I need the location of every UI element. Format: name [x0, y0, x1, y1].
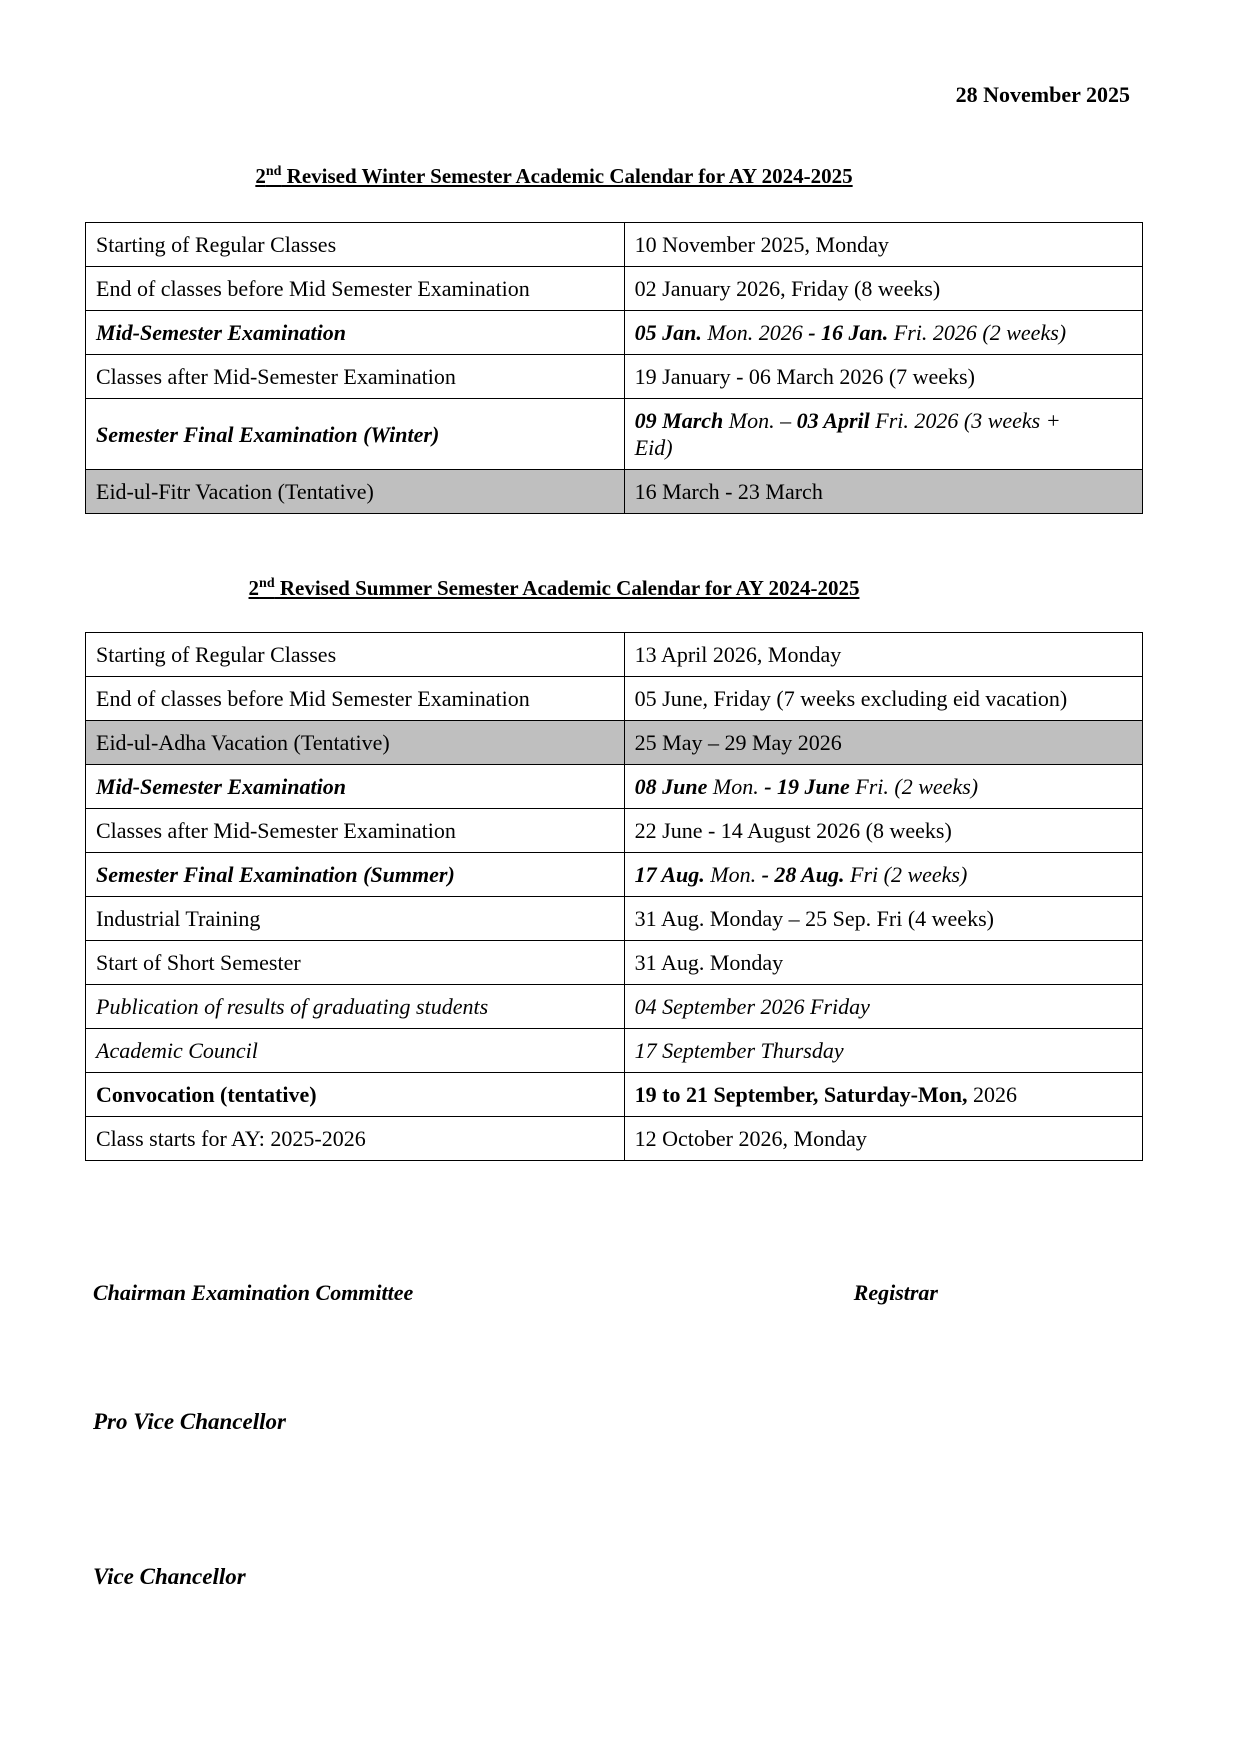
row-value-cell — [624, 267, 1142, 311]
row-value-cell — [624, 399, 1142, 470]
text-segment: 10 November 2025, Monday — [634, 232, 889, 257]
text-segment: 31 Aug. Monday — [634, 950, 784, 975]
text-segment: 09 March — [634, 408, 724, 433]
table-row — [86, 633, 1143, 677]
text-segment: Eid-ul-Fitr Vacation (Tentative) — [96, 479, 374, 504]
summer-title-base: 2 — [248, 576, 260, 600]
table-row — [86, 1029, 1143, 1073]
text-segment: Starting of Regular Classes — [96, 642, 337, 667]
text-segment: Publication of results of graduating students — [96, 994, 489, 1019]
text-segment: 16 March - 23 March — [634, 479, 823, 504]
row-label-cell — [86, 1117, 625, 1161]
table-row — [86, 985, 1143, 1029]
text-segment: Convocation (tentative) — [96, 1082, 317, 1107]
text-segment: Semester Final Examination (Winter) — [96, 421, 440, 447]
table-row — [86, 223, 1143, 267]
text-segment: End of classes before Mid Semester Examination — [96, 686, 530, 711]
row-label-cell — [86, 223, 625, 267]
text-segment: 17 September Thursday — [634, 1038, 844, 1063]
text-segment: Mid-Semester Examination — [96, 774, 346, 799]
text-segment: Start of Short Semester — [96, 950, 301, 975]
winter-calendar-table-body — [86, 223, 1143, 514]
winter-title-rest: Revised Winter Semester Academic Calendar for AY 2024-2025 — [281, 164, 853, 188]
row-label-cell — [86, 470, 625, 514]
row-value-cell — [624, 1073, 1142, 1117]
text-segment: Mon. — [707, 774, 765, 799]
text-segment: Fri. 2026 (2 weeks) — [888, 320, 1067, 345]
row-value-cell — [624, 985, 1142, 1029]
winter-calendar-table — [85, 222, 1143, 514]
row-label-cell — [86, 897, 625, 941]
text-segment: 22 June - 14 August 2026 (8 weeks) — [634, 818, 952, 843]
text-segment: Starting of Regular Classes — [96, 232, 337, 257]
row-value-cell — [624, 721, 1142, 765]
row-value-cell — [624, 809, 1142, 853]
document-date: 28 November 2025 — [955, 82, 1130, 107]
table-row — [86, 853, 1143, 897]
row-value-cell — [624, 1117, 1142, 1161]
text-segment: End of classes before Mid Semester Examination — [96, 276, 530, 301]
text-segment: 31 Aug. Monday – 25 Sep. Fri (4 weeks) — [634, 906, 994, 931]
row-label-cell — [86, 809, 625, 853]
row-label-cell — [86, 267, 625, 311]
text-segment: 19 January - 06 March 2026 (7 weeks) — [634, 364, 975, 389]
text-segment: 03 April — [796, 408, 870, 433]
row-label-cell — [86, 853, 625, 897]
text-segment: 05 Jan. — [634, 320, 702, 345]
text-segment: 02 January 2026, Friday (8 weeks) — [634, 276, 941, 301]
row-value-cell — [624, 633, 1142, 677]
text-segment: 05 June, Friday (7 weeks excluding eid vacation) — [634, 686, 1068, 711]
text-segment: Fri. (2 weeks) — [849, 774, 979, 799]
row-label-cell — [86, 399, 625, 470]
winter-title-ordinal-suffix: nd — [265, 164, 282, 179]
vice-chancellor-signature-label: Vice Chancellor — [93, 1564, 246, 1589]
row-label-cell — [86, 985, 625, 1029]
table-row — [86, 677, 1143, 721]
row-label-cell — [86, 1073, 625, 1117]
text-segment: Mid-Semester Examination — [96, 320, 346, 345]
table-row — [86, 267, 1143, 311]
table-row — [86, 809, 1143, 853]
summer-title-ordinal-suffix: nd — [259, 576, 275, 591]
text-segment: Mon. – — [723, 408, 797, 433]
row-value-cell — [624, 223, 1142, 267]
text-segment: Classes after Mid-Semester Examination — [96, 364, 456, 389]
row-value-cell — [624, 311, 1142, 355]
row-value-cell — [624, 677, 1142, 721]
row-label-cell — [86, 721, 625, 765]
text-segment: 17 Aug. — [634, 862, 705, 887]
row-value-cell — [624, 765, 1142, 809]
table-row — [86, 1117, 1143, 1161]
row-label-cell — [86, 1029, 625, 1073]
text-segment: Eid) — [634, 435, 673, 460]
row-label-cell — [86, 311, 625, 355]
text-segment: 12 October 2026, Monday — [634, 1126, 867, 1151]
row-label-cell — [86, 677, 625, 721]
row-label-cell — [86, 941, 625, 985]
text-segment: Fri (2 weeks) — [844, 862, 968, 887]
table-row — [86, 897, 1143, 941]
winter-calendar-title — [85, 158, 1023, 190]
text-segment: 08 June — [634, 774, 708, 799]
text-segment: 13 April 2026, Monday — [634, 642, 842, 667]
row-value-cell — [624, 355, 1142, 399]
text-segment: Semester Final Examination (Summer) — [96, 862, 455, 887]
text-segment: - 19 June — [764, 774, 850, 799]
text-segment: Fri. 2026 (3 weeks + — [869, 408, 1061, 433]
row-value-cell — [624, 1029, 1142, 1073]
row-value-cell — [624, 897, 1142, 941]
row-value-cell — [624, 853, 1142, 897]
text-segment: Academic Council — [96, 1038, 258, 1063]
signature-row — [85, 1279, 1143, 1307]
row-label-cell — [86, 633, 625, 677]
summer-calendar-table-body — [86, 633, 1143, 1161]
table-row — [86, 311, 1143, 355]
table-row — [86, 399, 1143, 470]
table-row — [86, 765, 1143, 809]
table-row — [86, 355, 1143, 399]
text-segment: Mon. 2026 — [701, 320, 809, 345]
text-segment: Industrial Training — [96, 906, 261, 931]
row-value-cell — [624, 941, 1142, 985]
chairman-signature-label: Chairman Examination Committee — [93, 1280, 414, 1305]
pro-vice-chancellor-signature-label: Pro Vice Chancellor — [93, 1409, 286, 1434]
text-segment: Eid-ul-Adha Vacation (Tentative) — [96, 730, 390, 755]
text-segment: - 28 Aug. — [761, 862, 845, 887]
text-segment: - 16 Jan. — [808, 320, 889, 345]
table-row — [86, 1073, 1143, 1117]
summer-calendar-table — [85, 632, 1143, 1161]
text-segment: 25 May – 29 May 2026 — [634, 730, 842, 755]
winter-title-base: 2 — [255, 164, 266, 188]
row-label-cell — [86, 765, 625, 809]
row-label-cell — [86, 355, 625, 399]
text-segment: Class starts for AY: 2025-2026 — [96, 1126, 366, 1151]
text-segment: Mon. — [704, 862, 762, 887]
summer-calendar-title — [85, 570, 1023, 602]
row-value-cell — [624, 470, 1142, 514]
text-segment: 04 September 2026 Friday — [634, 994, 870, 1019]
table-row — [86, 470, 1143, 514]
text-segment: 19 to 21 September, Saturday-Mon, — [634, 1082, 968, 1107]
table-row — [86, 721, 1143, 765]
text-segment: 2026 — [967, 1082, 1018, 1107]
table-row — [86, 941, 1143, 985]
summer-title-rest: Revised Summer Semester Academic Calendar for AY 2024-2025 — [274, 576, 860, 600]
text-segment: Classes after Mid-Semester Examination — [96, 818, 456, 843]
registrar-signature-label: Registrar — [853, 1280, 938, 1305]
